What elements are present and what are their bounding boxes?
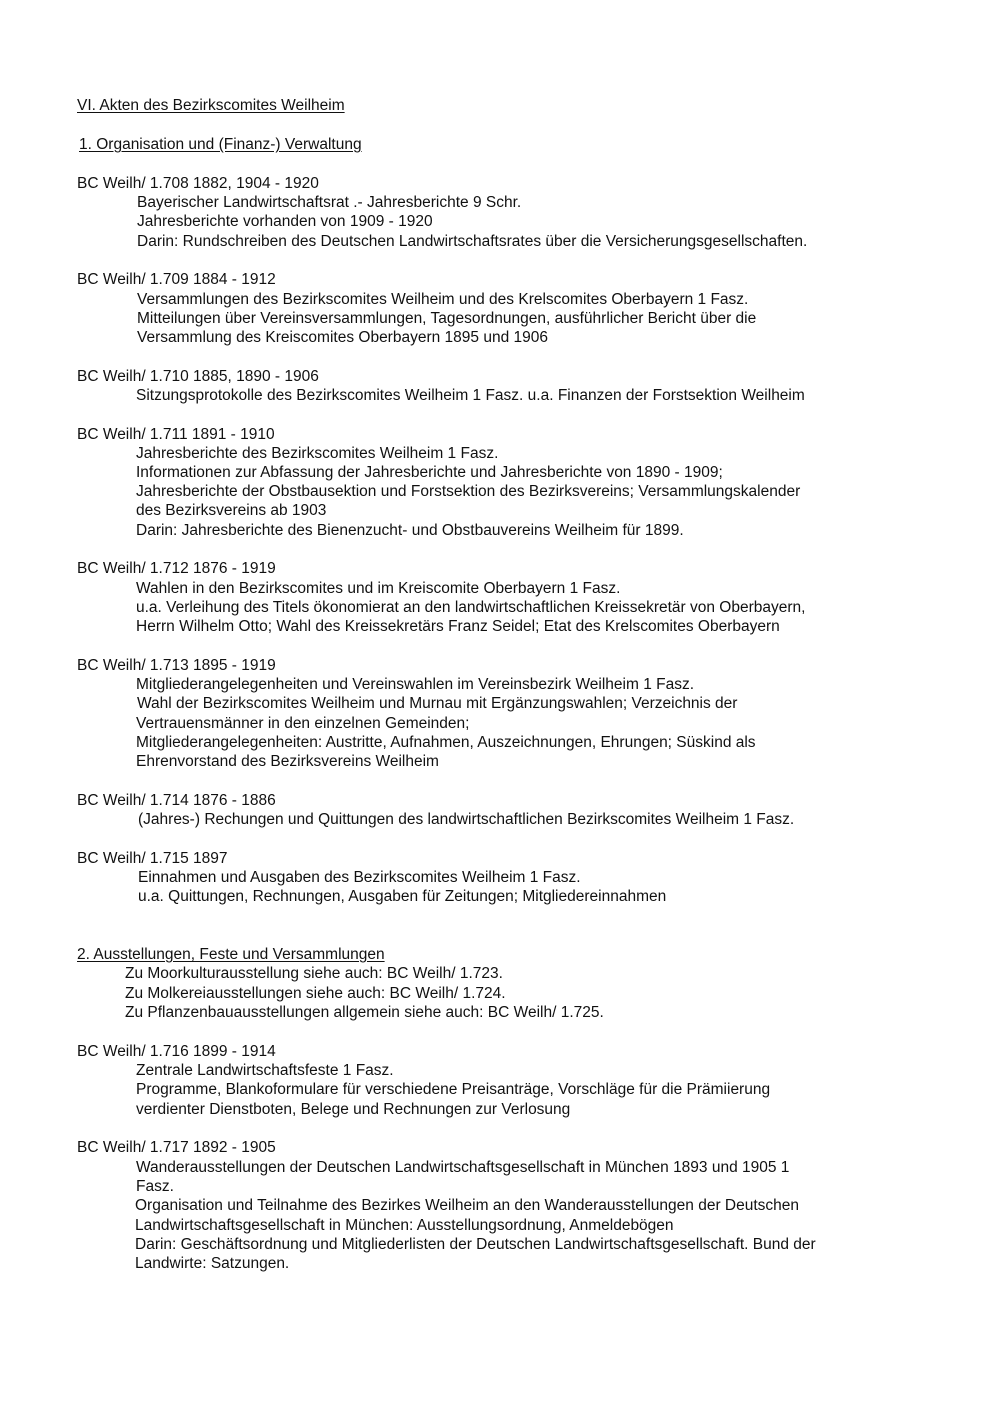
entry-line: Zentrale Landwirtschaftsfeste 1 Fasz.: [136, 1062, 394, 1079]
cross-reference-note: Zu Molkereiausstellungen siehe auch: BC Weilh/ 1.724.: [125, 985, 506, 1002]
entry-line: Mitteilungen über Vereinsversammlungen, Tagesordnungen, ausführlicher Bericht über die: [137, 310, 757, 327]
entry-reference: BC Weilh/ 1.716 1899 - 1914: [77, 1043, 276, 1060]
entry-reference: BC Weilh/ 1.717 1892 - 1905: [77, 1139, 276, 1156]
entry-line: Vertrauensmänner in den einzelnen Gemeinden;: [136, 715, 470, 732]
entry-reference: BC Weilh/ 1.711 1891 - 1910: [77, 426, 275, 443]
cross-reference-note: Zu Pflanzenbauausstellungen allgemein siehe auch: BC Weilh/ 1.725.: [125, 1004, 604, 1021]
entry-line: verdienter Dienstboten, Belege und Rechnungen zur Verlosung: [136, 1101, 571, 1118]
entry-reference: BC Weilh/ 1.712 1876 - 1919: [77, 560, 276, 577]
entry-line: Ehrenvorstand des Bezirksvereins Weilheim: [136, 753, 439, 770]
entry-line: Versammlungen des Bezirkscomites Weilheim und des Krelscomites Oberbayern 1 Fasz.: [137, 291, 749, 308]
entry-line: Mitgliederangelegenheiten: Austritte, Aufnahmen, Auszeichnungen, Ehrungen; Süskind als: [136, 734, 756, 751]
entry-line: Sitzungsprotokolle des Bezirkscomites Weilheim 1 Fasz. u.a. Finanzen der Forstsektion Weilheim: [136, 387, 805, 404]
entry-line: Wanderausstellungen der Deutschen Landwirtschaftsgesellschaft in München 1893 und 1905 1: [136, 1159, 790, 1176]
entry-line: u.a. Verleihung des Titels ökonomierat an den landwirtschaftlichen Kreissekretär von Oberbayern,: [136, 599, 806, 616]
entry-line: Programme, Blankoformulare für verschiedene Preisanträge, Vorschläge für die Prämiierung: [136, 1081, 771, 1098]
page-title: VI. Akten des Bezirkscomites Weilheim: [77, 97, 345, 114]
entry-line: Darin: Rundschreiben des Deutschen Landwirtschaftsrates über die Versicherungsgesellschaften.: [137, 233, 808, 250]
section-heading: 2. Ausstellungen, Feste und Versammlungen: [77, 946, 385, 963]
entry-line: Mitgliederangelegenheiten und Vereinswahlen im Vereinsbezirk Weilheim 1 Fasz.: [136, 676, 695, 693]
entry-line: (Jahres-) Rechungen und Quittungen des landwirtschaftlichen Bezirkscomites Weilheim 1 Fasz.: [138, 811, 795, 828]
entry-line: Organisation und Teilnahme des Bezirkes Weilheim an den Wanderausstellungen der Deutschen: [135, 1197, 800, 1214]
entry-reference: BC Weilh/ 1.714 1876 - 1886: [77, 792, 276, 809]
entry-line: Versammlung des Kreiscomites Oberbayern 1895 und 1906: [137, 329, 548, 346]
entry-reference: BC Weilh/ 1.710 1885, 1890 - 1906: [77, 368, 319, 385]
entry-line: Wahlen in den Bezirkscomites und im Kreiscomite Oberbayern 1 Fasz.: [136, 580, 621, 597]
entry-line: u.a. Quittungen, Rechnungen, Ausgaben für Zeitungen; Mitgliedereinnahmen: [138, 888, 667, 905]
cross-reference-note: Zu Moorkulturausstellung siehe auch: BC Weilh/ 1.723.: [125, 965, 503, 982]
entry-reference: BC Weilh/ 1.709 1884 - 1912: [77, 271, 276, 288]
entry-line: Informationen zur Abfassung der Jahresberichte und Jahresberichte von 1890 - 1909;: [136, 464, 723, 481]
entry-line: Wahl der Bezirkscomites Weilheim und Murnau mit Ergänzungswahlen; Verzeichnis der: [137, 695, 738, 712]
entry-reference: BC Weilh/ 1.708 1882, 1904 - 1920: [77, 175, 319, 192]
entry-reference: BC Weilh/ 1.713 1895 - 1919: [77, 657, 276, 674]
entry-line: Darin: Jahresberichte des Bienenzucht- und Obstbauvereins Weilheim für 1899.: [136, 522, 684, 539]
entry-line: Bayerischer Landwirtschaftsrat .- Jahresberichte 9 Schr.: [137, 194, 522, 211]
entry-line: Jahresberichte vorhanden von 1909 - 1920: [137, 213, 433, 230]
entry-line: Darin: Geschäftsordnung und Mitgliederlisten der Deutschen Landwirtschaftsgesellschaft. Bund der: [135, 1236, 816, 1253]
entry-line: Herrn Wilhelm Otto; Wahl des Kreissekretärs Franz Seidel; Etat des Krelscomites Oberbayern: [136, 618, 780, 635]
entry-line: Fasz.: [136, 1178, 174, 1195]
entry-line: Landwirtschaftsgesellschaft in München: Ausstellungsordnung, Anmeldebögen: [135, 1217, 674, 1234]
entry-line: des Bezirksvereins ab 1903: [136, 502, 327, 519]
entry-reference: BC Weilh/ 1.715 1897: [77, 850, 228, 867]
entry-line: Landwirte: Satzungen.: [135, 1255, 290, 1272]
entry-line: Einnahmen und Ausgaben des Bezirkscomites Weilheim 1 Fasz.: [138, 869, 581, 886]
entry-line: Jahresberichte der Obstbausektion und Forstsektion des Bezirksvereins; Versammlungskalender: [136, 483, 801, 500]
entry-line: Jahresberichte des Bezirkscomites Weilheim 1 Fasz.: [136, 445, 499, 462]
section-heading: 1. Organisation und (Finanz-) Verwaltung: [79, 136, 362, 153]
